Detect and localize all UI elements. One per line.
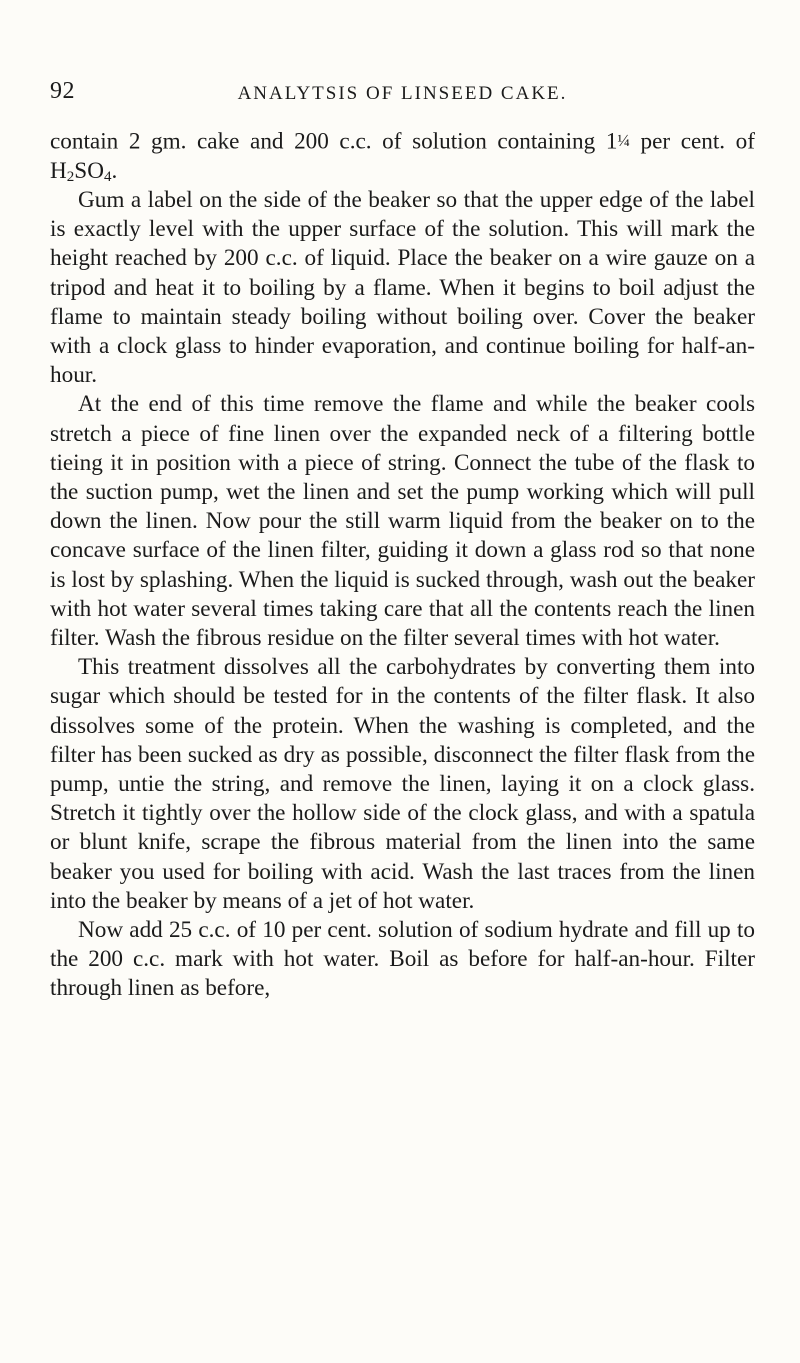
page-header (50, 78, 755, 108)
paragraph-treatment: This treatment dissolves all the carbohydrates by converting them into sugar which should be tested for in the contents of the filter flask. It also dissolves some of the protein. When the washing is completed, and the filter has been sucked as dry as possible, disconnect the filter flask from the pump, untie the string, and remove the linen, laying it on a clock glass. Stretch it tightly over the hollow side of the clock glass, and with a spatula or blunt knife, scrape the fibrous material from the linen into the same beaker you used for boiling with acid. Wash the last traces from the linen into the beaker by means of a jet of hot water. (50, 654, 755, 914)
running-head: ANALYTSIS OF LINSEED CAKE. (237, 83, 568, 104)
paragraph-continuation (50, 126, 755, 186)
paragraph-filtering: At the end of this time remove the flame and while the beaker cools stretch a piece of fine linen over the expanded neck of a filtering bottle tieing it in position with a piece of string. Connect the tube of the flask to the suction pump, wet the linen and set the pump working which will pull down the linen. Now pour the still warm liquid from the beaker on to the concave surface of the linen filter, guiding it down a glass rod so that none is lost by splashing. When the liquid is sucked through, wash out the beaker with hot water several times taking care that all the contents reach the linen filter. Wash the fibrous residue on the filter several times with hot water. (50, 391, 755, 651)
p1-text-b: per cent. of H (50, 128, 755, 184)
p1-text-a: contain 2 gm. cake and 200 c.c. of solution containing 1 (50, 128, 618, 155)
paragraph-sodium-hydrate: Now add 25 c.c. of 10 per cent. solution of sodium hydrate and fill up to the 200 c.c. mark with hot water. Boil as before for half-an-hour. Filter through linen as before, (50, 916, 755, 1002)
body-text (50, 126, 755, 1004)
subscript-2: 2 (66, 168, 75, 185)
p1-text-d: . (111, 157, 118, 184)
paragraph-gum-label: Gum a label on the side of the beaker so that the upper edge of the label is exactly level with the upper surface of the solution. This will mark the height reached by 200 c.c. of liquid. Place the beaker on a wire gauze on a tripod and heat it to boiling by a flame. When it begins to boil adjust the flame to maintain steady boiling without boiling over. Cover the beaker with a clock glass to hinder evaporation, and continue boiling for half-an-hour. (50, 186, 755, 389)
page-number: 92 (50, 78, 75, 104)
subscript-4: 4 (103, 168, 112, 185)
p1-text-c: SO (74, 157, 104, 184)
fraction-one-quarter: ¼ (617, 131, 630, 150)
